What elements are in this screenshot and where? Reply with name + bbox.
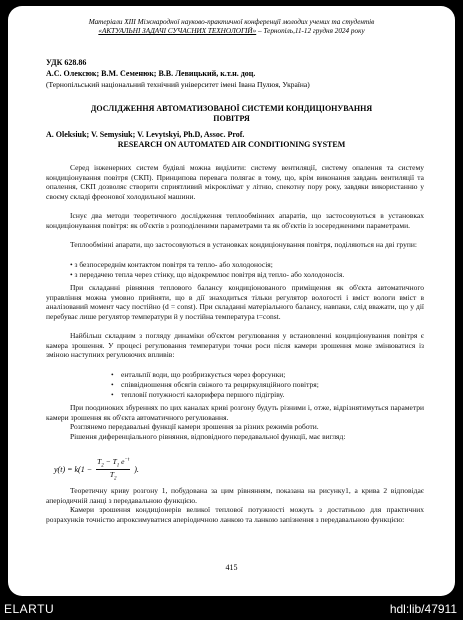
formula-subscript: 2 xyxy=(114,476,117,481)
paragraph-methods: Існує два методи теоретичного дослідження теплообмінних апаратів, що застосовуються в установках кондиціонування повітря: як об'єктів з розподіленими параметрами та як об'єктів із зосередженими параметрами. xyxy=(46,211,424,230)
paragraph-balance: При складанні рівняння теплового балансу кондиціонованого приміщення як об'єкта автоматичного управління можна умовно прийняти, що в дії знаходиться тільки регулятор вологості і вміст вологи вміст в аналізований момент часу постійно (d = const). При складанні матеріального балансу, навпаки, слід вважати, що у дії перебуває лише регулятор температури й у постійна температура t=const. xyxy=(46,283,424,321)
bullet-icon: • xyxy=(111,370,114,379)
paragraph-curves: Теоретичну криву розгону 1, побудована за цим рівнянням, показана на рисунку1, а крива 2 відповідає аперіодичній ланці з передавальною функцією. xyxy=(46,486,424,505)
formula-numerator xyxy=(96,457,130,470)
title-english: RESEARCH ON AUTOMATED AIR CONDITIONING SYSTEM xyxy=(117,140,346,149)
list-item-text: тепловії потужності калорифера першого підігріву. xyxy=(121,390,285,399)
conference-title: «АКТУАЛЬНІ ЗАДАЧІ СУЧАСНИХ ТЕХНОЛОГІЙ» xyxy=(98,27,257,35)
paragraph-approximation: Камери зрошення кондиціонерів великої теплової потужності можуть з достатньою для практичних розрахунків точністю апроксимуватися аперіодичною ланкою та ланкою запізнення з передавальною функцією: xyxy=(46,505,424,524)
formula-lhs: y(t) = k(1 − xyxy=(54,464,93,474)
paragraph-transfer-functions: Розглянемо передавальні функції камери зрошення за різних режимів роботи. xyxy=(70,422,319,431)
list-item xyxy=(111,380,319,390)
authors-ukrainian: А.С. Олексюк; В.М. Семенюк; В.В. Левицький, к.т.н. доц. xyxy=(46,69,256,78)
page-number: 415 xyxy=(225,563,238,572)
conference-header-line2 xyxy=(8,27,455,36)
formula-exponent: −t xyxy=(124,457,130,463)
title-ukrainian-line2: ПОВІТРЯ xyxy=(213,114,250,123)
formula-symbol: T xyxy=(97,457,102,466)
formula xyxy=(54,457,139,481)
conference-header-line1: Матеріали XIII Міжнародної науково-практичної конференції молодих учених та студентів xyxy=(88,18,375,26)
formula-tail: ). xyxy=(134,464,139,474)
conference-dates: – Тернопіль,11-12 грудня 2024 року xyxy=(256,27,365,35)
formula-exponential: e xyxy=(121,457,125,466)
formula-symbol: T xyxy=(109,469,115,479)
list-item: • з безпосереднім контактом повітря та тепло- або холодоносія; xyxy=(70,260,273,269)
list-item-text: співвідношення обсягів свіжого та рециркуляційного повітря; xyxy=(121,380,319,389)
formula-subscript: 2 xyxy=(101,463,104,469)
bullet-icon: • xyxy=(111,390,114,399)
formula-denominator xyxy=(96,470,130,482)
repository-name[interactable]: ELARTU xyxy=(4,602,55,616)
list-item xyxy=(111,370,285,380)
udc-code: УДК 628.86 xyxy=(46,58,87,67)
title-ukrainian-line1: ДОСЛІДЖЕННЯ АВТОМАТИЗОВАНОЇ СИСТЕМИ КОНДИЦІОНУВАННЯ xyxy=(90,104,373,113)
paper-page xyxy=(8,6,455,596)
paragraph-intro: Серед інженерних систем будівлі можна виділити: систему вентиляції, систему опалення та систему кондиціонування повітря (СКП). Принципова перевага полягає в тому, що, крім виконання завдань вентиляції та опалення, СКП дозволяє створити сприятливий мікроклімат у літню, спекотну пору року, завдяки використанню у своєму складі фреонової холодильної машини. xyxy=(46,163,424,201)
list-item-text: ентальпії води, що розбризкується через форсунки; xyxy=(121,370,286,379)
authors-english: A. Oleksiuk; V. Semysiuk; V. Levytskyi, Ph.D, Assoc. Prof. xyxy=(46,130,245,139)
bullet-icon: • xyxy=(111,380,114,389)
paragraph-dynamics: Найбільш складним з погляду динаміки об'єктом регулювання у встановленні кондиціонування повітря є камера зрошення. У процесі регулювання температури точки роси після камери зрошення може змінюватися із зміною наступних регулюючих впливів: xyxy=(46,331,424,360)
formula-fraction xyxy=(96,457,130,481)
repository-footer xyxy=(0,596,463,620)
list-item: • з передачею тепла через стінку, що відокремлює повітря від тепло- або холодоносія. xyxy=(70,270,345,279)
formula-subscript: 1 xyxy=(116,463,120,469)
paragraph-groups: Теплообмінні апарати, що застосовуються в установках кондиціонування повітря, поділяються на дві групи: xyxy=(70,240,417,249)
paragraph-solution: Рішення диференціального рівняння, відповідного передавальної функції, має вигляд: xyxy=(70,432,346,441)
formula-symbol: − T xyxy=(103,457,117,466)
affiliation: (Тернопільський національний технічний університет імені Івана Пулюя, Україна) xyxy=(46,80,310,89)
list-item xyxy=(111,390,284,400)
paragraph-disturbances: При поодиноких збуреннях по цих каналах криві розгону будуть різними і, отже, відрізнятимуться параметри камери зрошення як об'єкта автоматичного регулювання. xyxy=(46,403,424,422)
handle-link[interactable]: hdl:lib/47911 xyxy=(389,602,457,616)
